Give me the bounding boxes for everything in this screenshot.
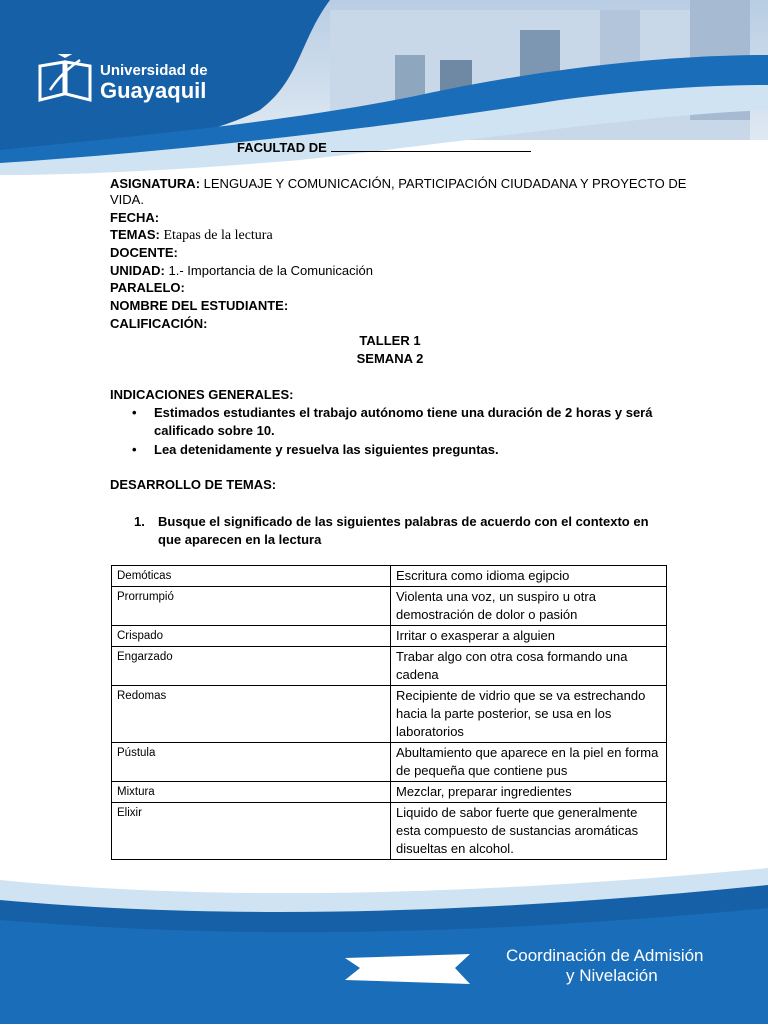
logo-text-line2: Guayaquil: [100, 78, 207, 103]
semana-title: SEMANA 2: [356, 351, 424, 366]
faculty-blank-line: [331, 139, 531, 152]
unidad-value: 1.- Importancia de la Comunicación: [168, 263, 374, 278]
table-row: [112, 803, 667, 860]
table-row: [112, 686, 667, 743]
book-quill-logo-icon: [36, 54, 94, 102]
table-row: [112, 587, 667, 626]
vocab-definition: Violenta una voz, un suspiro u otra demostración de dolor o pasión: [391, 587, 667, 626]
vocab-term: Engarzado: [112, 647, 391, 686]
unidad-line: [110, 262, 373, 279]
fecha-label: FECHA:: [110, 210, 160, 225]
faculty-heading: [237, 139, 531, 155]
ribbon-icon: [345, 954, 470, 984]
asignatura-line: [110, 175, 686, 192]
indicacion-text-1: Estimados estudiantes el trabajo autónomo tiene una duración de 2 horas y será calificado sobre 10.: [154, 405, 653, 438]
indicacion-text-2: Lea detenidamente y resuelva las siguientes preguntas.: [154, 442, 499, 457]
vocab-definition: Trabar algo con otra cosa formando una cadena: [391, 647, 667, 686]
table-row: [112, 743, 667, 782]
bullet-icon: •: [132, 442, 137, 457]
footer-banner: [0, 860, 768, 1024]
vocab-term: Prorrumpió: [112, 587, 391, 626]
temas-label: TEMAS:: [110, 227, 160, 242]
taller-title: TALLER 1: [359, 333, 421, 348]
calificacion-label: CALIFICACIÓN:: [110, 316, 208, 331]
vocab-term: Elixir: [112, 803, 391, 860]
vocab-term: Demóticas: [112, 566, 391, 587]
unidad-label: UNIDAD:: [110, 263, 165, 278]
logo-text-line1: Universidad de: [100, 62, 208, 79]
table-row: [112, 626, 667, 647]
bullet-icon: •: [132, 405, 137, 420]
vocab-definition: Recipiente de vidrio que se va estrechando hacia la parte posterior, se usa en los laboratorios: [391, 686, 667, 743]
table-row: [112, 782, 667, 803]
vocab-definition: Escritura como idioma egipcio: [391, 566, 667, 587]
vocab-term: Mixtura: [112, 782, 391, 803]
asignatura-value-cont: VIDA.: [110, 192, 144, 207]
temas-value: Etapas de la lectura: [163, 228, 273, 243]
vocab-term: Crispado: [112, 626, 391, 647]
vocab-definition: Abultamiento que aparece en la piel en forma de pequeña que contiene pus: [391, 743, 667, 782]
footer-nivelacion-text: y Nivelación: [566, 966, 658, 985]
asignatura-value: LENGUAJE Y COMUNICACIÓN, PARTICIPACIÓN CIUDADANA Y PROYECTO DE: [203, 176, 687, 191]
footer-background: [0, 860, 768, 1024]
vocab-definition: Irritar o exasperar a alguien: [391, 626, 667, 647]
desarrollo-title: DESARROLLO DE TEMAS:: [110, 477, 277, 492]
table-row: [112, 566, 667, 587]
vocabulary-table: [111, 565, 667, 860]
vocab-term: Redomas: [112, 686, 391, 743]
faculty-label: FACULTAD DE: [237, 140, 327, 155]
table-row: [112, 647, 667, 686]
vocab-definition: Mezclar, preparar ingredientes: [391, 782, 667, 803]
nombre-estudiante-label: NOMBRE DEL ESTUDIANTE:: [110, 298, 289, 313]
university-logo: [36, 36, 236, 106]
asignatura-label: ASIGNATURA:: [110, 176, 201, 191]
question-text: Busque el significado de las siguientes palabras de acuerdo con el contexto en que aparecen en la lectura: [158, 514, 649, 547]
footer-coordination-text: Coordinación de Admisión: [506, 946, 704, 965]
docente-label: DOCENTE:: [110, 245, 178, 260]
vocabulary-table-body: [112, 566, 667, 860]
vocab-definition: Liquido de sabor fuerte que generalmente esta compuesto de sustancias aromáticas disueltas en alcohol.: [391, 803, 667, 860]
paralelo-label: PARALELO:: [110, 280, 185, 295]
question-number: 1.: [134, 514, 145, 529]
vocab-term: Pústula: [112, 743, 391, 782]
temas-line: [110, 226, 273, 244]
indicaciones-title: INDICACIONES GENERALES:: [110, 387, 294, 402]
